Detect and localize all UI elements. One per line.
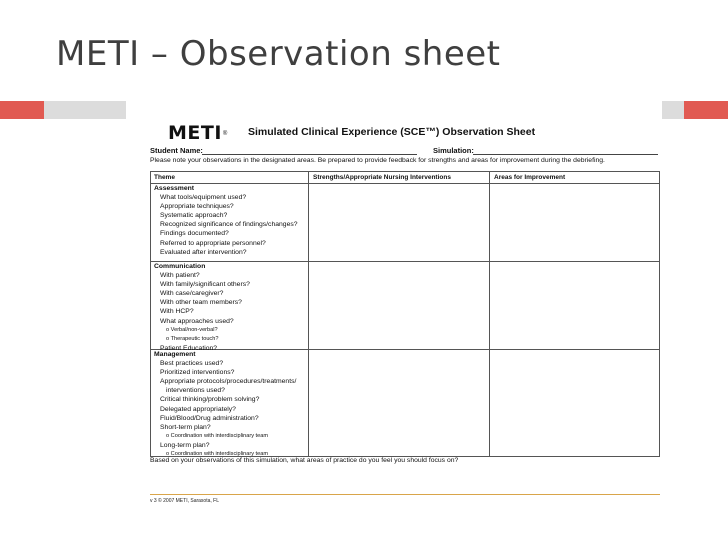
list-item: Short-term plan? — [160, 423, 211, 431]
list-item: With patient? — [160, 272, 200, 280]
column-divider — [308, 172, 309, 456]
list-item: With case/caregiver? — [160, 290, 224, 298]
section-assessment — [154, 184, 298, 257]
list-item: What tools/equipment used? — [160, 194, 247, 202]
student-name-label: Student Name: — [150, 146, 203, 155]
list-subitem: o Therapeutic touch? — [166, 335, 219, 342]
list-item: Systematic approach? — [160, 212, 228, 220]
slide-title: METI – Observation sheet — [56, 34, 501, 74]
list-item: Patient Education? — [160, 344, 218, 352]
list-subitem: o Verbal/non-verbal? — [166, 326, 218, 333]
section-title: Communication — [154, 263, 206, 270]
accent-bar-left-gray — [44, 101, 126, 119]
list-item: Fluid/Blood/Drug administration? — [160, 414, 259, 422]
list-item: Appropriate techniques? — [160, 203, 234, 211]
instructions: Please note your observations in the designated areas. Be prepared to provide feedback for strengths and areas for improvement during the debriefing. — [150, 157, 605, 164]
focus-question: Based on your observations of this simulation, what areas of practice do you feel you should focus on? — [150, 457, 459, 464]
list-item: With HCP? — [160, 308, 194, 316]
column-header-improvement: Areas for Improvement — [494, 174, 566, 181]
student-name-line — [202, 154, 417, 155]
section-management — [154, 350, 296, 459]
list-item: Long-term plan? — [160, 441, 210, 449]
copyright-notice: v 3 © 2007 METI, Sarasota, FL — [150, 498, 219, 504]
section-communication — [154, 262, 250, 353]
list-item: Best practices used? — [160, 360, 224, 368]
column-header-theme: Theme — [154, 174, 175, 181]
accent-bar-right-gray — [662, 101, 684, 119]
section-title: Management — [154, 351, 196, 358]
sheet-title: Simulated Clinical Experience (SCE™) Observation Sheet — [248, 126, 536, 138]
observation-sheet — [150, 120, 660, 510]
column-header-strengths: Strengths/Appropriate Nursing Interventions — [313, 174, 451, 181]
list-subitem: o Coordination with interdisciplinary team — [166, 451, 268, 458]
footer-rule — [150, 494, 660, 495]
list-subitem: o Coordination with interdisciplinary team — [166, 432, 268, 439]
simulation-line — [473, 154, 658, 155]
list-item: With other team members? — [160, 299, 242, 307]
list-item: Prioritized interventions? — [160, 369, 235, 377]
list-item: Critical thinking/problem solving? — [160, 396, 260, 404]
logo-text: METI — [168, 122, 222, 144]
list-item: Referred to appropriate personnel? — [160, 239, 266, 247]
list-item: What approaches used? — [160, 317, 234, 325]
observation-table — [150, 171, 660, 457]
list-item: Findings documented? — [160, 230, 229, 238]
column-divider — [489, 172, 490, 456]
list-item: interventions used? — [166, 387, 225, 395]
section-title: Assessment — [154, 185, 195, 192]
accent-bar-left — [0, 101, 44, 119]
logo-mark: ® — [222, 130, 228, 137]
list-item: Evaluated after intervention? — [160, 248, 247, 256]
list-item: Recognized significance of findings/changes? — [160, 221, 298, 229]
list-item: Appropriate protocols/procedures/treatments/ — [160, 378, 297, 386]
list-item: Delegated appropriately? — [160, 405, 236, 413]
simulation-label: Simulation: — [433, 146, 474, 155]
list-item: With family/significant others? — [160, 281, 250, 289]
meti-logo — [168, 124, 227, 143]
accent-bar-right — [684, 101, 728, 119]
